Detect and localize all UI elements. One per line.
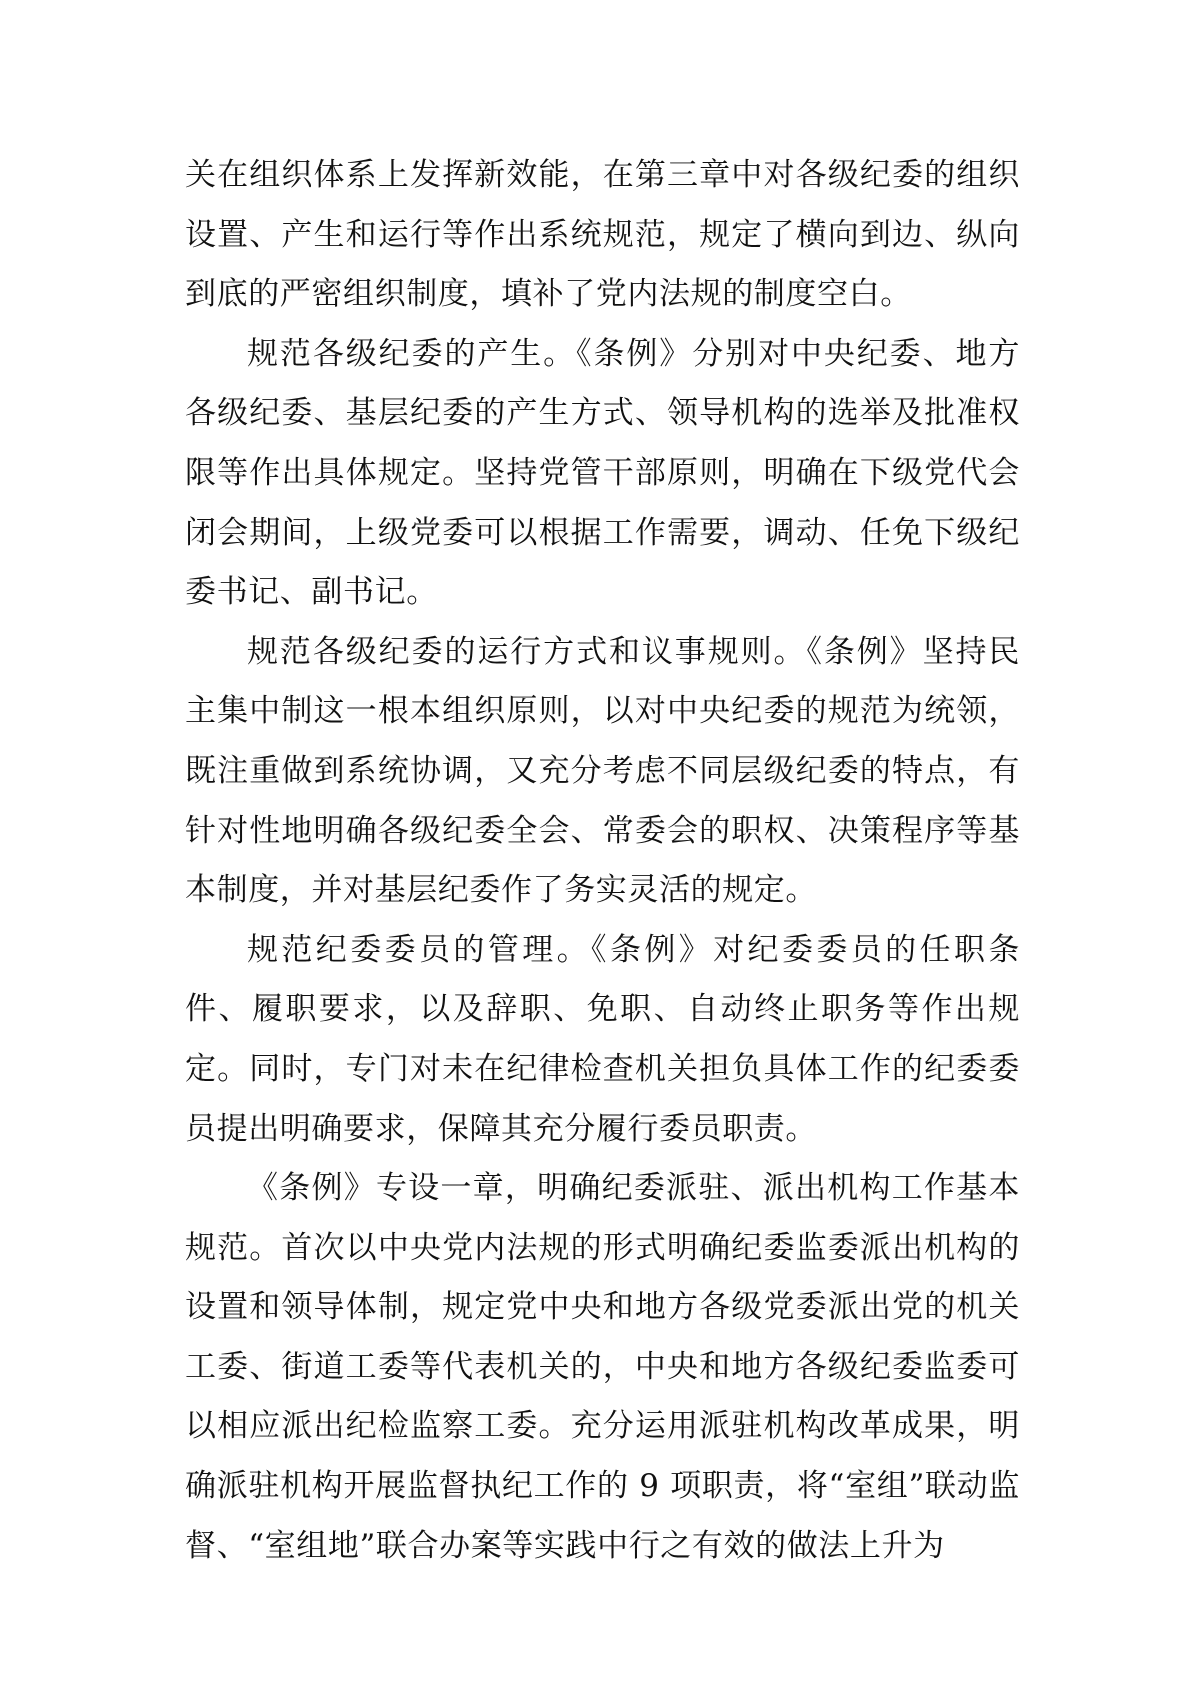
- paragraph-3: 规范各级纪委的运行方式和议事规则。《条例》坚持民主集中制这一根本组织原则，以对中央纪委的规范为统领，既注重做到系统协调，又充分考虑不同层级纪委的特点，有针对性地明确各级纪委全会、常委会的职权、决策程序等基本制度，并对基层纪委作了务实灵活的规定。: [185, 633, 1020, 909]
- document-body: [185, 146, 1020, 1576]
- paragraph-2: 规范各级纪委的产生。《条例》分别对中央纪委、地方各级纪委、基层纪委的产生方式、领导机构的选举及批准权限等作出具体规定。坚持党管干部原则，明确在下级党代会闭会期间，上级党委可以根据工作需要，调动、任免下级纪委书记、副书记。: [185, 335, 1020, 611]
- paragraph-1: 关在组织体系上发挥新效能，在第三章中对各级纪委的组织设置、产生和运行等作出系统规范，规定了横向到边、纵向到底的严密组织制度，填补了党内法规的制度空白。: [185, 157, 1020, 313]
- paragraph-5: 《条例》专设一章，明确纪委派驻、派出机构工作基本规范。首次以中央党内法规的形式明确纪委监委派出机构的设置和领导体制，规定党中央和地方各级党委派出党的机关工委、街道工委等代表机关的，中央和地方各级纪委监委可以相应派出纪检监察工委。充分运用派驻机构改革成果，明确派驻机构开展监督执纪工作的 9 项职责，将“室组”联动监督、“室组地”联合办案等实践中行之有效的做法上升为: [185, 1170, 1020, 1564]
- paragraph-4: 规范纪委委员的管理。《条例》对纪委委员的任职条件、履职要求，以及辞职、免职、自动终止职务等作出规定。同时，专门对未在纪律检查机关担负具体工作的纪委委员提出明确要求，保障其充分履行委员职责。: [185, 931, 1020, 1147]
